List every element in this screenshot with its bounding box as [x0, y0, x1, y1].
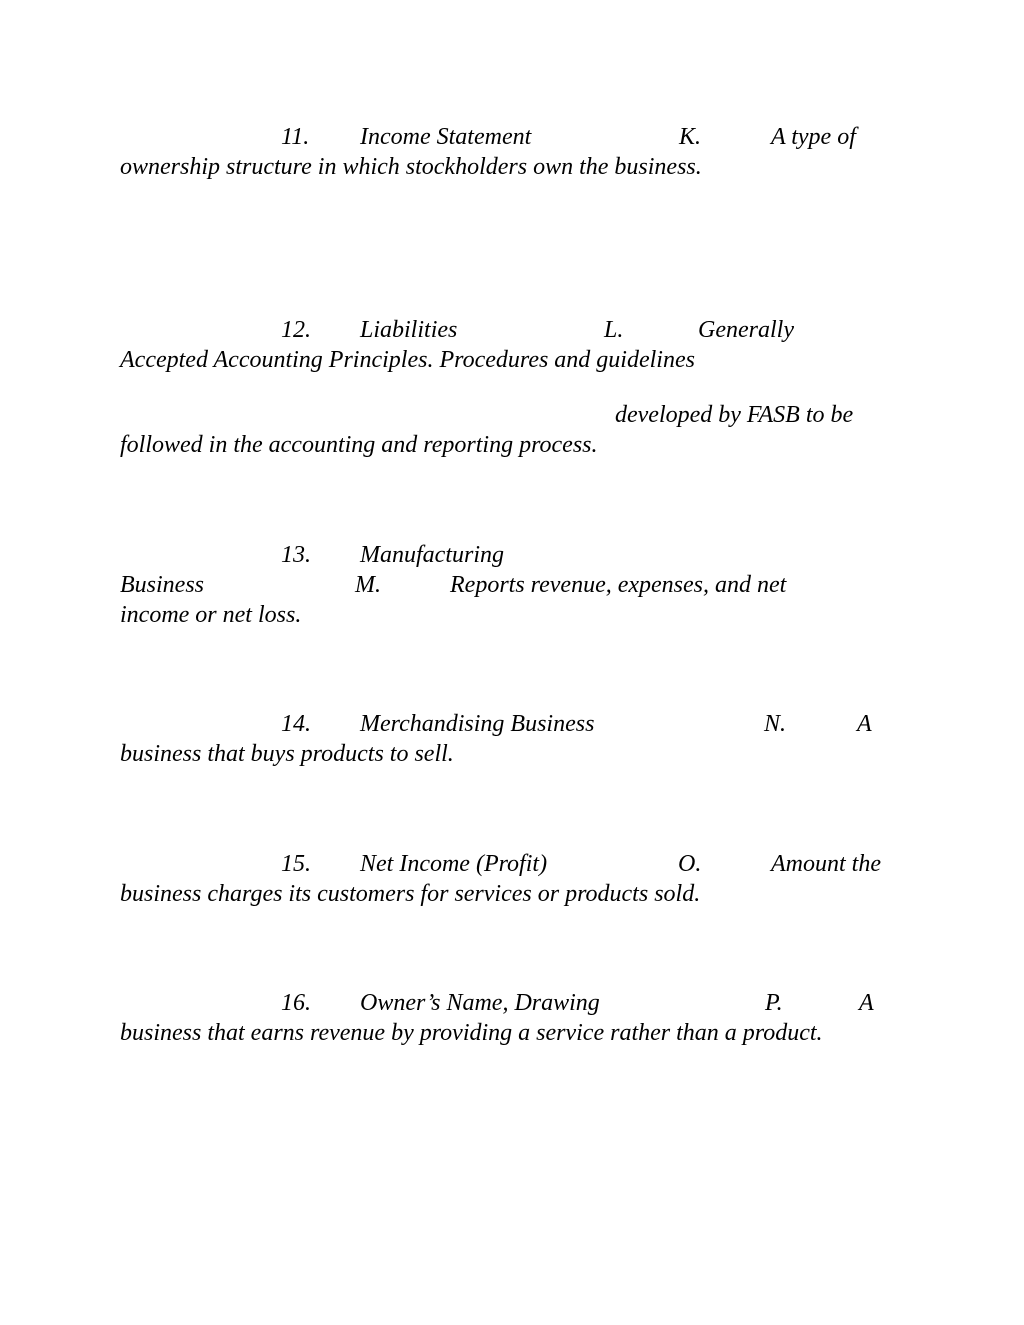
item-term: Merchandising Business — [360, 711, 595, 737]
item-term: Owner’s Name, Drawing — [360, 990, 600, 1016]
item-number: 16. — [281, 990, 311, 1016]
definition-letter: L. — [604, 317, 624, 343]
definition-text-continued: income or net loss. — [120, 602, 302, 628]
item-number: 11. — [281, 124, 310, 150]
item-term: Liabilities — [360, 317, 458, 343]
item-number: 13. — [281, 542, 311, 568]
item-number: 15. — [281, 851, 311, 877]
definition-text-continued: business that earns revenue by providing a service rather than a product. — [120, 1020, 823, 1046]
definition-text-continued: ownership structure in which stockholders own the business. — [120, 154, 702, 180]
definition-letter: P. — [765, 990, 783, 1016]
item-term: Manufacturing — [360, 542, 504, 568]
item-number: 12. — [281, 317, 311, 343]
item-number: 14. — [281, 711, 311, 737]
definition-letter: M. — [355, 572, 381, 598]
definition-text-continued: Accepted Accounting Principles. Procedures and guidelines — [120, 347, 695, 373]
definition-text: A — [857, 711, 872, 737]
definition-letter: N. — [764, 711, 787, 737]
definition-text-continued: business that buys products to sell. — [120, 741, 454, 767]
definition-letter: K. — [679, 124, 702, 150]
definition-text: A — [859, 990, 874, 1016]
definition-text: Generally — [698, 317, 794, 343]
definition-letter: O. — [678, 851, 702, 877]
definition-text-continued: business charges its customers for services or products sold. — [120, 881, 701, 907]
definition-text: Reports revenue, expenses, and net — [450, 572, 787, 598]
item-term: Income Statement — [360, 124, 532, 150]
item-term-continued: Business — [120, 572, 204, 598]
item-term: Net Income (Profit) — [360, 851, 548, 877]
definition-text: Amount the — [771, 851, 881, 877]
definition-text-continued: developed by FASB to be — [615, 402, 854, 428]
definition-text-continued: followed in the accounting and reporting process. — [120, 432, 598, 458]
definition-text: A type of — [771, 124, 856, 150]
